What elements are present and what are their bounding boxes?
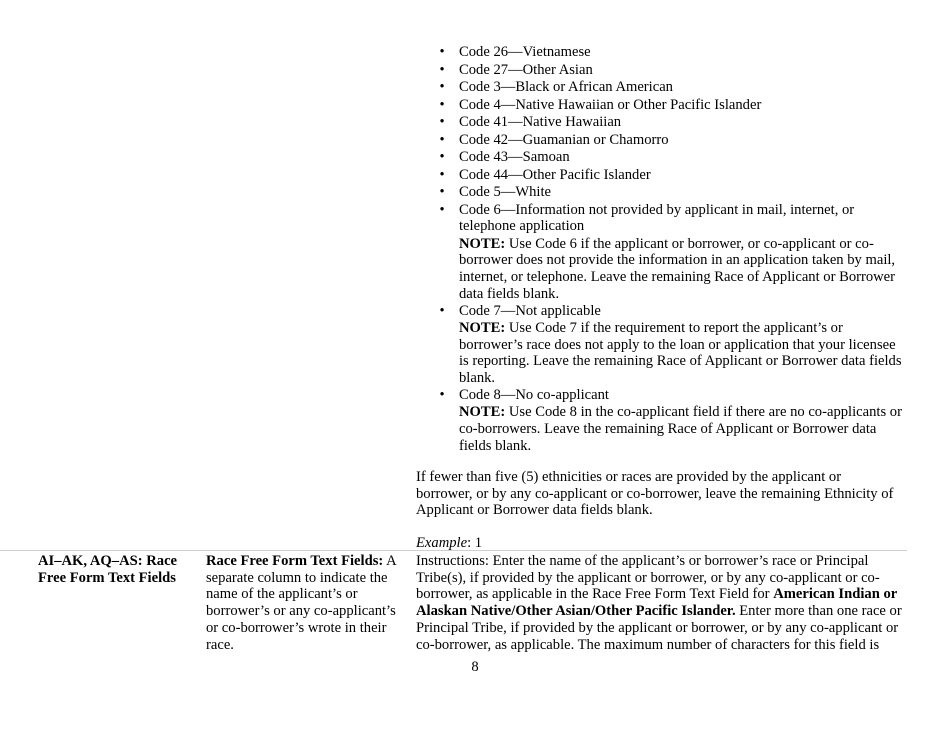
- list-item: [416, 149, 906, 166]
- bullet-icon: •: [439, 201, 445, 218]
- note-text: Use Code 6 if the applicant or borrower, or co-applicant or co-borrower does not provide the information in an application taken by mail, internet, or telephone. Leave the remaining Race of Applicant or Borrower data fields blank.: [459, 235, 896, 302]
- code-label: Code 44—Other Pacific Islander: [459, 166, 651, 183]
- code-note: [459, 320, 906, 387]
- race-code-list: [416, 44, 906, 454]
- note-text: Use Code 8 in the co-applicant field if there are no co-applicants or co-borrowers. Leave the remaining Race of Applicant or Borrower data fields blank.: [459, 404, 902, 454]
- bullet-icon: •: [439, 386, 445, 403]
- list-item: [416, 79, 906, 96]
- list-item: [416, 44, 906, 61]
- code-label: Code 7—Not applicable: [459, 302, 601, 319]
- bullet-icon: •: [439, 131, 445, 148]
- field-name-bold: Race Free Form Text Fields:: [206, 553, 384, 569]
- note-text: Use Code 7 if the requirement to report the applicant’s or borrower’s race does not apply to the loan or application that your licensee is reporting. Leave the remaining Race of Applicant or Borrower data fields blank.: [459, 320, 902, 387]
- list-item: [416, 303, 906, 387]
- list-item: [416, 62, 906, 79]
- instructions-part2: Enter more than one race or Principal Tribe, if provided by the applicant or borrower, or by any co-applicant or co-borrower, as applicable. The maximum number of characters for this field is: [416, 603, 902, 653]
- code-note: [459, 404, 906, 454]
- bullet-icon: •: [439, 44, 445, 60]
- bullet-icon: •: [439, 61, 445, 78]
- list-item: [416, 184, 906, 201]
- bullet-icon: •: [439, 114, 445, 130]
- code-label: Code 6—Information not provided by applicant in mail, internet, or telephone application: [459, 201, 855, 235]
- note-prefix: NOTE:: [459, 404, 506, 421]
- note-prefix: NOTE:: [459, 235, 506, 252]
- list-item: [416, 132, 906, 149]
- code-label: Code 4—Native Hawaiian or Other Pacific Islander: [459, 96, 762, 113]
- list-item: [416, 202, 906, 303]
- field-name-cell: [206, 553, 401, 653]
- bullet-icon: •: [439, 166, 445, 183]
- example-value: : 1: [467, 535, 483, 551]
- code-label: Code 41—Native Hawaiian: [459, 114, 622, 130]
- code-label: Code 42—Guamanian or Chamorro: [459, 131, 669, 148]
- instructions-cell: [416, 553, 902, 653]
- code-label: Code 26—Vietnamese: [459, 44, 591, 60]
- list-item: [416, 167, 906, 184]
- field-name-desc: A separate column to indicate the name of the applicant’s or borrower’s or any co-applicant’s or co-borrower’s wrote in their race.: [206, 553, 396, 653]
- bullet-icon: •: [439, 149, 445, 165]
- fewer-than-five-paragraph: If fewer than five (5) ethnicities or races are provided by the applicant or borrower, or by any co-applicant or co-borrower, leave the remaining Ethnicity of Applicant or Borrower data fields blank.: [416, 469, 894, 519]
- code-label: Code 43—Samoan: [459, 149, 570, 165]
- list-item: [416, 97, 906, 114]
- example-label: Example: [416, 535, 468, 551]
- bullet-icon: •: [439, 184, 445, 200]
- bullet-icon: •: [439, 96, 445, 113]
- instructions-bold: American Indian or Alaskan Native/Other Asian/Other Pacific Islander.: [416, 586, 897, 620]
- code-label: Code 3—Black or African American: [459, 79, 673, 95]
- code-label: Code 5—White: [459, 184, 552, 200]
- note-prefix: NOTE:: [459, 320, 506, 337]
- bullet-icon: •: [439, 302, 445, 319]
- list-item: [416, 387, 906, 455]
- field-code-cell: AI–AK, AQ–AS: Race Free Form Text Fields: [38, 553, 178, 586]
- code-label: Code 8—No co-applicant: [459, 386, 609, 403]
- page-number: 8: [471, 659, 479, 675]
- code-note: [459, 236, 906, 303]
- list-item: [416, 114, 906, 131]
- table-row-divider: [0, 550, 907, 551]
- instructions-part1: Instructions: Enter the name of the applicant’s or borrower’s race or Principal Tribe(s), if provided by the applicant or borrower, or by any co-applicant or co-borrower, as applicable in the Race Free Form Text Field for: [416, 553, 880, 603]
- bullet-icon: •: [439, 79, 445, 95]
- code-label: Code 27—Other Asian: [459, 61, 593, 78]
